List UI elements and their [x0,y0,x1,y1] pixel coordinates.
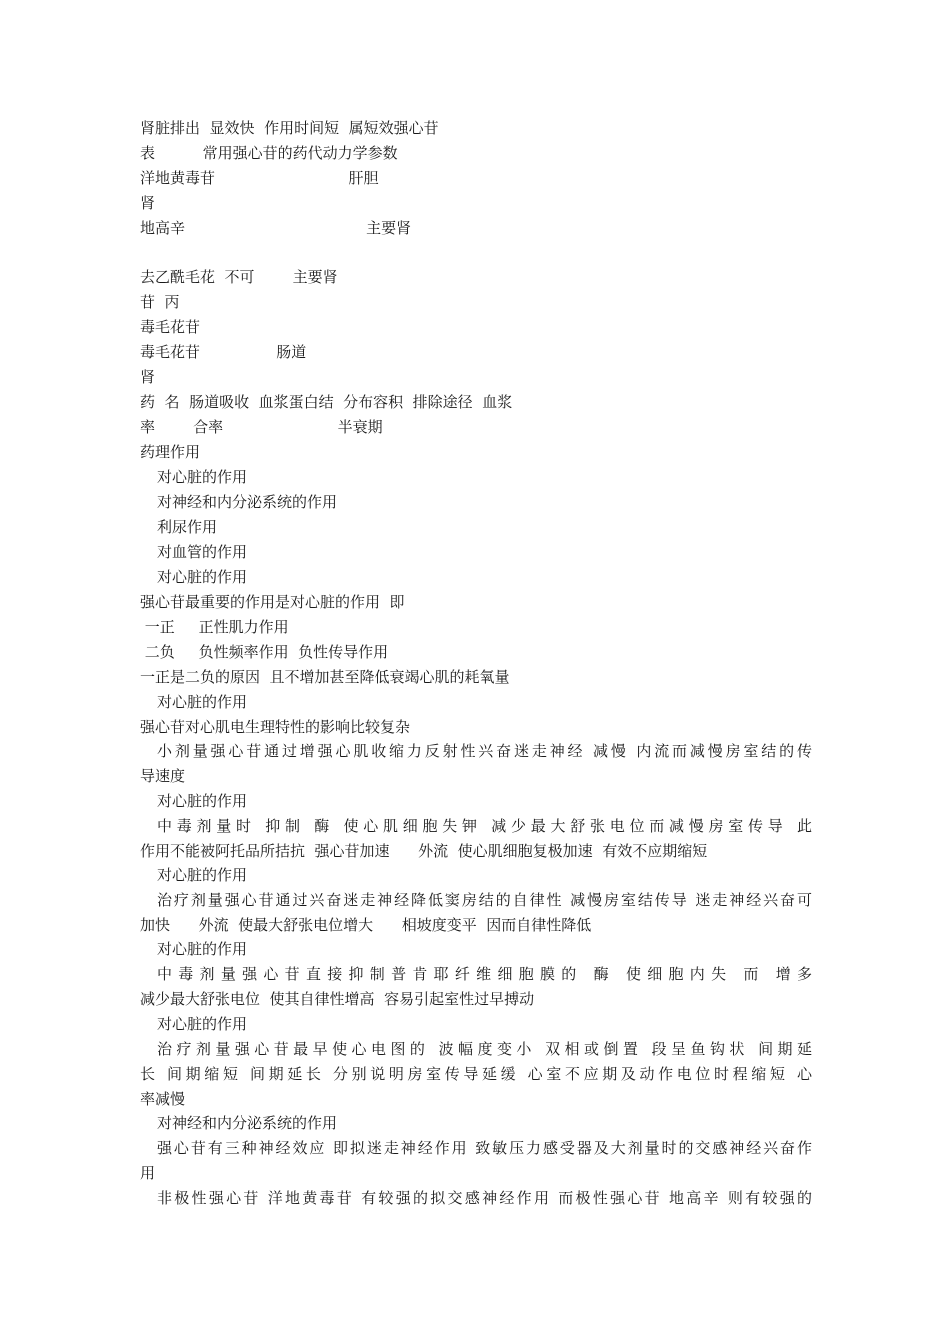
paragraph-line: 率减慢 [140,1090,186,1108]
table-row: 地高辛 主要肾 [140,219,412,237]
paragraph [140,814,812,864]
outline-item: 对神经和内分泌系统的作用 [157,493,338,511]
subsection-heading: 对心脏的作用 [157,866,248,884]
paragraph-line: 强心苷有三种神经效应 即拟迷走神经作用 致敏压力感受器及大剂量时的交感神经兴奋作 [157,1139,812,1157]
paragraph-line: 作用不能被阿托品所拮抗 强心苷加速 外流 使心肌细胞复极加速 有效不应期缩短 [140,842,708,860]
text-line: 一正 正性肌力作用 [140,618,289,636]
subsection-heading: 对心脏的作用 [157,568,248,586]
text-line: 强心苷最重要的作用是对心脏的作用 即 [140,593,405,611]
outline-item: 利尿作用 [157,518,218,536]
subsection-heading: 对神经和内分泌系统的作用 [157,1114,338,1132]
paragraph-line: 治疗剂量强心苷通过兴奋迷走神经降低窦房结的自律性 减慢房室结传导 迷走神经兴奋可 [157,891,812,909]
table-row: 肾 [140,368,156,386]
text-line: 强心苷对心肌电生理特性的影响比较复杂 [140,718,411,736]
paragraph-line: 治疗剂量强心苷最早使心电图的 波幅度变小 双相或倒置 段呈鱼钩状 间期延 [157,1040,812,1058]
paragraph [140,962,812,1012]
subsection-heading: 对心脏的作用 [157,940,248,958]
paragraph-line: 加快 外流 使最大舒张电位增大 相坡度变平 因而自律性降低 [140,916,592,934]
paragraph-line: 减少最大舒张电位 使其自律性增高 容易引起室性过早搏动 [140,990,535,1008]
paragraph [140,739,812,789]
paragraph-line: 中毒剂量强心苷直接抑制普肯耶纤维细胞膜的 酶 使细胞内失 而 增多 [157,965,812,983]
paragraph-line: 长 间期缩短 间期延长 分别说明房室传导延缓 心室不应期及动作电位时程缩短 心 [140,1065,812,1083]
text-line: 肾脏排出 显效快 作用时间短 属短效强心苷 [140,119,439,137]
paragraph [140,1037,812,1112]
paragraph-line: 中毒剂量时 抑制 酶 使心肌细胞失钾 减少最大舒张电位而减慢房室传导 此 [157,817,812,835]
paragraph-line: 小剂量强心苷通过增强心肌收缩力反射性兴奋迷走神经 减慢 内流而减慢房室结的传 [157,742,812,760]
text-line: 一正是二负的原因 且不增加甚至降低衰竭心肌的耗氧量 [140,668,510,686]
paragraph [140,888,812,938]
subsection-heading: 对心脏的作用 [157,693,248,711]
subsection-heading: 对心脏的作用 [157,1015,248,1033]
section-heading: 药理作用 [140,443,201,461]
table-row: 肾 [140,194,156,212]
paragraph-line: 非极性强心苷 洋地黄毒苷 有较强的拟交感神经作用 而极性强心苷 地高辛 则有较强的 [157,1189,812,1207]
table-row: 毒毛花苷 肠道 [140,343,307,361]
outline-item: 对血管的作用 [157,543,248,561]
paragraph [140,1136,812,1186]
table-row: 毒毛花苷 [140,318,201,336]
outline-item: 对心脏的作用 [157,468,248,486]
table-header: 药 名 肠道吸收 血浆蛋白结 分布容积 排除途径 血浆 [140,393,513,411]
table-caption: 表 常用强心苷的药代动力学参数 [140,144,398,162]
subsection-heading: 对心脏的作用 [157,792,248,810]
table-row: 苷 丙 [140,293,180,311]
table-row: 去乙酰毛花 不可 主要肾 [140,268,338,286]
table-header: 率 合率 半衰期 [140,418,383,436]
paragraph-line: 用 [140,1164,156,1182]
paragraph-line: 导速度 [140,767,186,785]
paragraph [140,1186,812,1211]
table-row: 洋地黄毒苷 肝胆 [140,169,379,187]
text-line: 二负 负性频率作用 负性传导作用 [140,643,389,661]
